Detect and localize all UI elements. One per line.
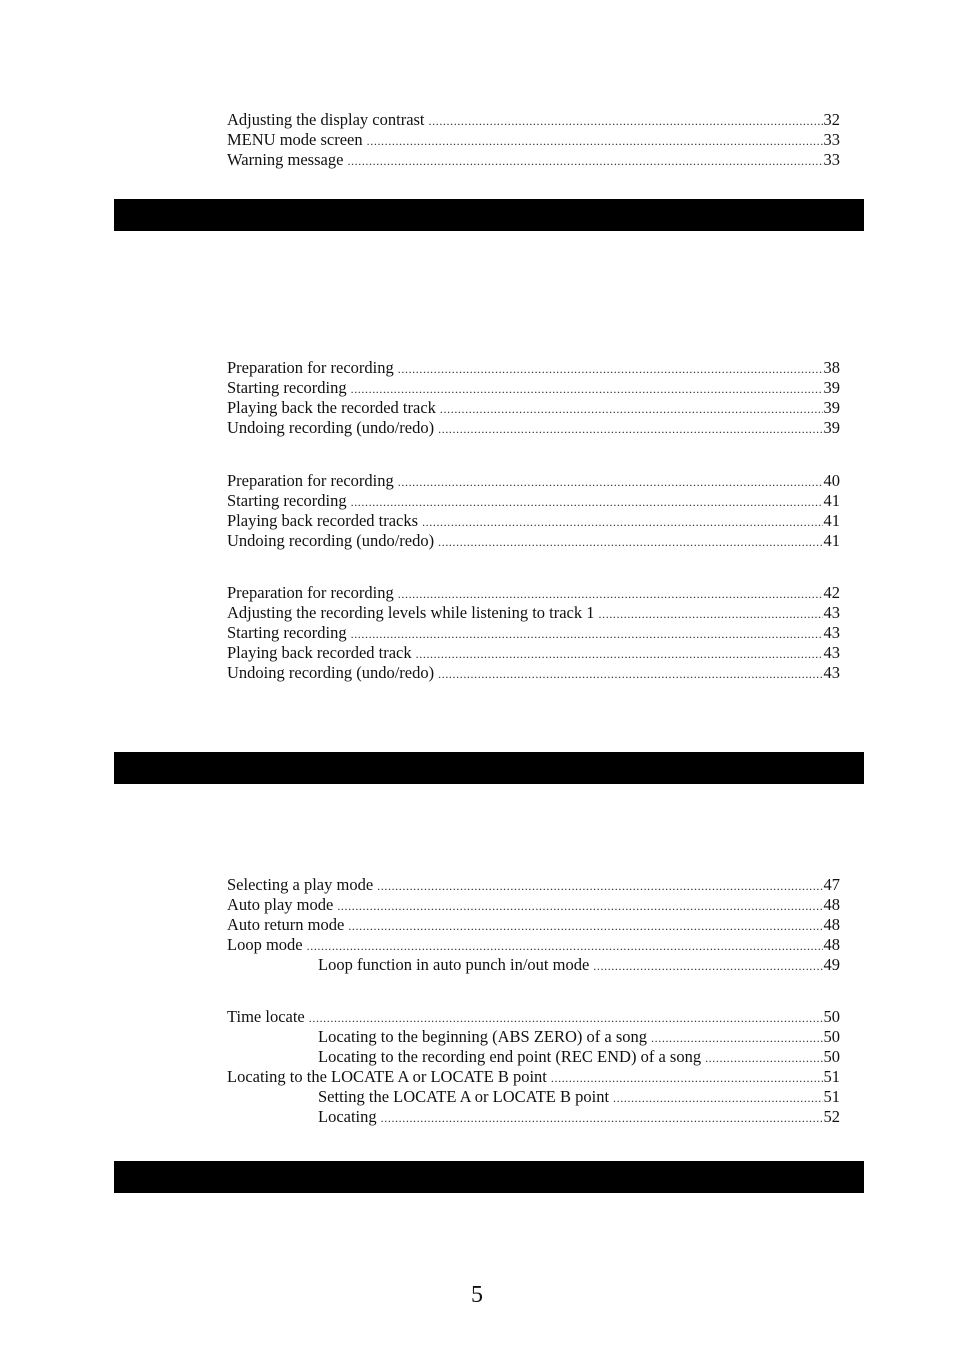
toc-entry-page-number: 50 [823, 1007, 840, 1026]
toc-entry-page-number: 39 [823, 378, 840, 398]
dot-leader [651, 1028, 822, 1048]
section-header-bar [114, 752, 864, 784]
dot-leader [440, 399, 823, 419]
dot-leader [381, 1108, 823, 1128]
dot-leader [347, 151, 822, 171]
dot-leader [551, 1068, 823, 1088]
toc-entry-title: Adjusting the display contrast [227, 110, 425, 129]
toc-entry[interactable] [227, 511, 840, 531]
toc-subentry[interactable] [227, 1107, 840, 1127]
toc-entry-title: Locating [318, 1107, 377, 1127]
toc-group [227, 358, 840, 438]
toc-entry-page-number: 50 [823, 1027, 840, 1047]
toc-entry-page-number: 48 [823, 935, 840, 955]
dot-leader [348, 916, 822, 936]
dot-leader [367, 131, 823, 151]
toc-entry[interactable] [227, 895, 840, 915]
toc-entry[interactable] [227, 378, 840, 398]
dot-leader [438, 664, 822, 684]
toc-entry-page-number: 50 [823, 1047, 840, 1067]
toc-entry-page-number: 39 [823, 398, 840, 418]
dot-leader [613, 1088, 822, 1108]
toc-entry-title: Preparation for recording [227, 358, 394, 377]
dot-leader [309, 1008, 823, 1028]
toc-entry[interactable] [227, 531, 840, 551]
toc-entry[interactable] [227, 110, 840, 130]
toc-entry-title: Warning message [227, 150, 344, 170]
toc-entry-page-number: 39 [823, 418, 840, 438]
toc-entry[interactable] [227, 418, 840, 438]
dot-leader [377, 876, 822, 896]
toc-entry[interactable] [227, 643, 840, 663]
toc-entry-page-number: 40 [823, 471, 840, 490]
toc-entry-page-number: 43 [823, 603, 840, 623]
dot-leader [398, 359, 823, 379]
toc-group [227, 110, 840, 170]
toc-entry-page-number: 43 [823, 663, 840, 683]
toc-entry[interactable] [227, 130, 840, 150]
toc-entry-page-number: 51 [823, 1087, 840, 1107]
toc-entry-page-number: 33 [823, 150, 840, 170]
dot-leader [398, 584, 823, 604]
toc-group [227, 1007, 840, 1128]
toc-entry[interactable] [227, 358, 840, 378]
section-header-bar [114, 199, 864, 231]
toc-entry-page-number: 43 [823, 623, 840, 643]
toc-entry-page-number: 48 [823, 895, 840, 915]
dot-leader [705, 1048, 822, 1068]
toc-subentry[interactable] [227, 1087, 840, 1107]
page-number: 5 [471, 1282, 483, 1308]
toc-entry[interactable] [227, 491, 840, 511]
toc-entry-page-number: 47 [823, 875, 840, 894]
toc-group [227, 875, 840, 975]
toc-entry-title: Preparation for recording [227, 471, 394, 490]
dot-leader [337, 896, 822, 916]
toc-entry-page-number: 43 [823, 643, 840, 663]
toc-entry-title: Auto return mode [227, 915, 345, 935]
toc-entry-page-number: 32 [823, 110, 840, 129]
toc-entry[interactable] [227, 915, 840, 935]
toc-entry-page-number: 48 [823, 915, 840, 935]
toc-entry-page-number: 33 [823, 130, 840, 150]
dot-leader [351, 624, 823, 644]
toc-entry[interactable] [227, 935, 840, 955]
dot-leader [599, 604, 823, 624]
toc-entry-title: Starting recording [227, 378, 347, 398]
toc-entry[interactable] [227, 150, 840, 170]
toc-entry-title: MENU mode screen [227, 130, 363, 150]
toc-entry[interactable] [227, 623, 840, 643]
section-header-bar [114, 1161, 864, 1193]
toc-entry-page-number: 42 [823, 583, 840, 602]
toc-entry-title: Loop function in auto punch in/out mode [318, 955, 590, 975]
toc-entry-title: Playing back recorded track [227, 643, 412, 663]
toc-entry-page-number: 49 [823, 955, 840, 975]
dot-leader [307, 936, 823, 956]
dot-leader [593, 956, 822, 976]
toc-entry[interactable] [227, 471, 840, 491]
toc-group [227, 583, 840, 683]
dot-leader [351, 379, 823, 399]
toc-entry-title: Auto play mode [227, 895, 334, 915]
toc-entry[interactable] [227, 663, 840, 683]
toc-entry[interactable] [227, 583, 840, 603]
toc-entry-page-number: 52 [823, 1107, 840, 1127]
toc-entry[interactable] [227, 875, 840, 895]
dot-leader [416, 644, 823, 664]
toc-group [227, 471, 840, 551]
toc-entry-title: Loop mode [227, 935, 303, 955]
toc-entry-title: Locating to the recording end point (REC END) of a song [318, 1047, 702, 1067]
toc-entry-page-number: 51 [823, 1067, 840, 1087]
toc-entry-title: Setting the LOCATE A or LOCATE B point [318, 1087, 610, 1107]
toc-entry-page-number: 41 [823, 531, 840, 551]
toc-entry-page-number: 41 [823, 491, 840, 511]
toc-entry-title: Adjusting the recording levels while listening to track 1 [227, 603, 595, 623]
toc-entry-title: Preparation for recording [227, 583, 394, 602]
toc-subentry[interactable] [227, 1047, 840, 1067]
toc-entry-page-number: 38 [823, 358, 840, 377]
dot-leader [398, 472, 823, 492]
toc-entry-title: Playing back the recorded track [227, 398, 436, 418]
dot-leader [438, 532, 822, 552]
toc-entry-title: Undoing recording (undo/redo) [227, 531, 435, 551]
toc-entry[interactable] [227, 1067, 840, 1087]
toc-entry-title: Undoing recording (undo/redo) [227, 418, 435, 438]
toc-entry-title: Selecting a play mode [227, 875, 374, 894]
dot-leader [351, 492, 823, 512]
toc-entry-title: Locating to the beginning (ABS ZERO) of a song [318, 1027, 648, 1047]
toc-entry[interactable] [227, 398, 840, 418]
toc-subentry[interactable] [227, 955, 840, 975]
dot-leader [429, 111, 823, 131]
toc-entry-title: Locating to the LOCATE A or LOCATE B point [227, 1067, 547, 1087]
toc-entry[interactable] [227, 603, 840, 623]
dot-leader [438, 419, 822, 439]
toc-entry-title: Starting recording [227, 623, 347, 643]
toc-entry-title: Starting recording [227, 491, 347, 511]
toc-entry-title: Undoing recording (undo/redo) [227, 663, 435, 683]
toc-entry-title: Playing back recorded tracks [227, 511, 419, 531]
toc-subentry[interactable] [227, 1027, 840, 1047]
dot-leader [422, 512, 822, 532]
toc-entry-page-number: 41 [823, 511, 840, 531]
toc-entry-title: Time locate [227, 1007, 305, 1026]
toc-entry[interactable] [227, 1007, 840, 1027]
